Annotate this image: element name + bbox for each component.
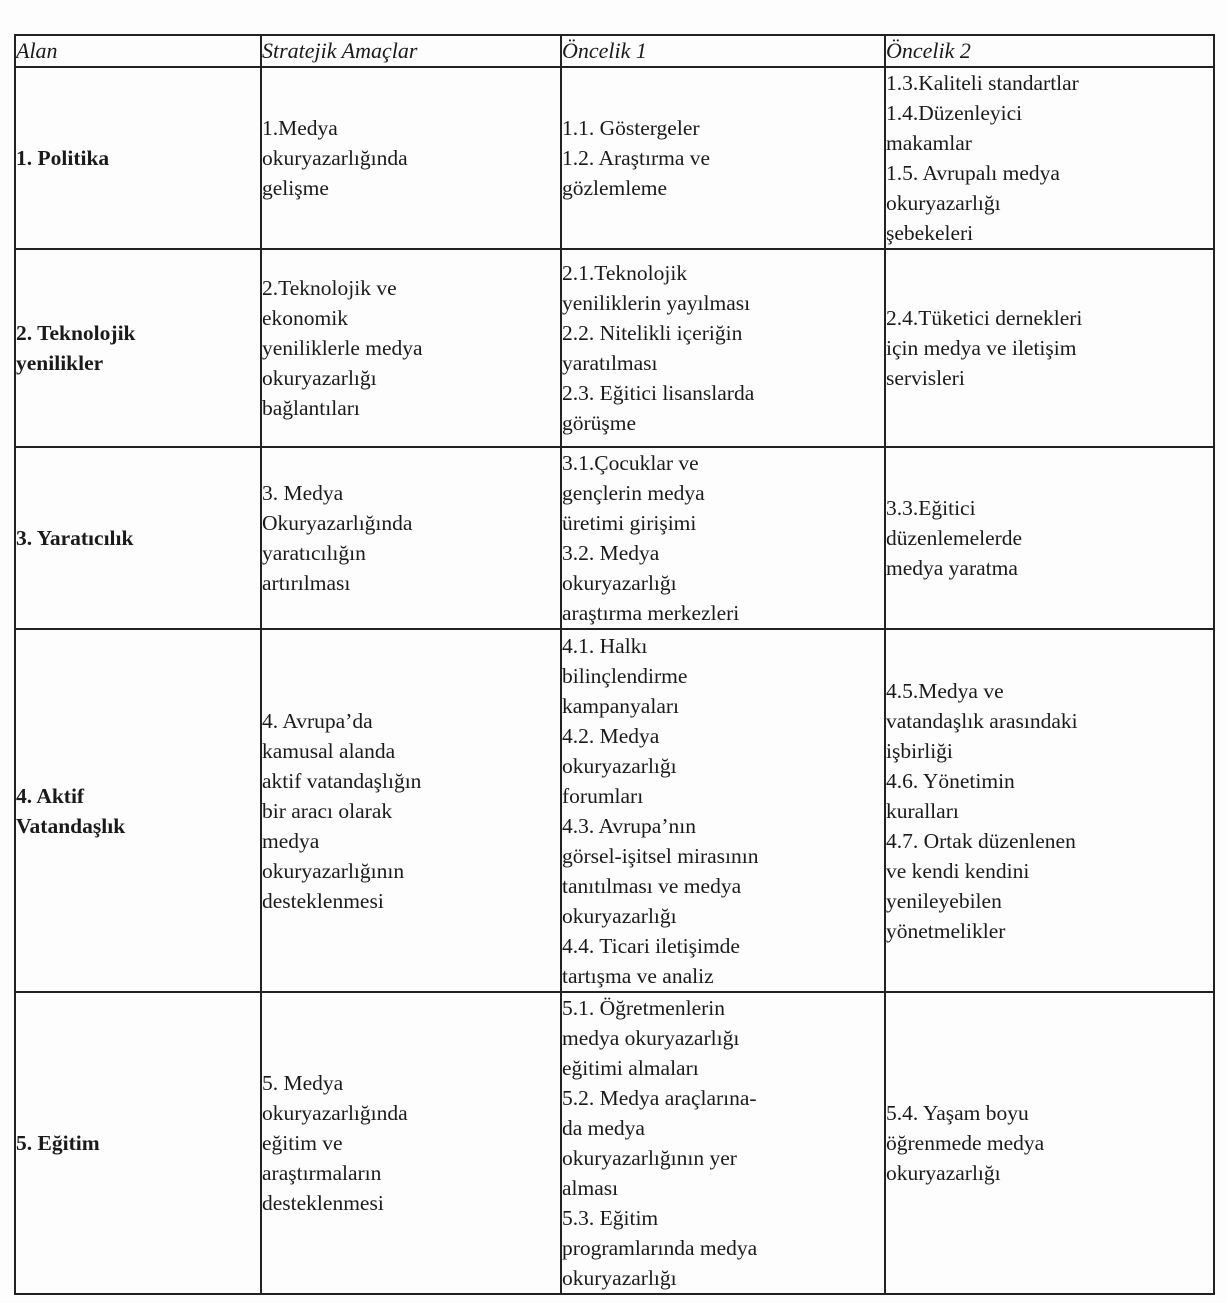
cell-text-line: 2.4.Tüketici dernekleri <box>886 306 1083 330</box>
cell-text-line: üretimi girişimi <box>562 511 697 535</box>
cell-text-line: araştırmaların <box>262 1161 382 1185</box>
cell-text-line: okuryazarlığı <box>886 1161 1001 1185</box>
cell-text-line: tartışma ve analiz <box>562 963 714 988</box>
priority-1-cell <box>561 67 885 249</box>
cell-text-line: 1.4.Düzenleyici <box>886 101 1023 125</box>
cell-text-line: tanıtılması ve medya <box>562 873 742 898</box>
cell-text-line: gözlemleme <box>562 176 668 200</box>
cell-text-line: 4.6. Yönetimin <box>886 768 1015 793</box>
cell-text-line: kampanyaları <box>562 693 680 718</box>
priority-2-cell <box>885 992 1214 1294</box>
cell-text-line: vatandaşlık arasındaki <box>886 708 1078 733</box>
cell-text-line: görsel-işitsel mirasının <box>562 843 759 868</box>
cell-text-line: alması <box>562 1176 619 1200</box>
header-label: Öncelik 1 <box>562 38 647 63</box>
cell-text-line: yeniliklerin yayılması <box>562 291 751 315</box>
cell-text-line: 4. Avrupa’da <box>262 708 373 733</box>
cell-text-line: bağlantıları <box>262 396 360 420</box>
cell-text-line: 3. Medya <box>262 481 344 505</box>
cell-text-line: 1.3.Kaliteli standartlar <box>886 71 1079 95</box>
cell-text-line: öğrenmede medya <box>886 1131 1045 1155</box>
cell-text-line: yaratıcılığın <box>262 541 366 565</box>
cell-text-line: 1.2. Araştırma ve <box>562 146 711 170</box>
cell-text-line: 1.5. Avrupalı medya <box>886 161 1060 185</box>
cell-text-line: okuryazarlığı <box>562 753 677 778</box>
cell-text-line: 2.Teknolojik ve <box>262 276 397 300</box>
cell-text-line: kamusal alanda <box>262 738 396 763</box>
area-cell <box>15 629 261 992</box>
table-row <box>15 249 1214 447</box>
cell-text-line: makamlar <box>886 131 972 155</box>
cell-text-line: 4.5.Medya ve <box>886 678 1004 703</box>
priority-1-cell <box>561 629 885 992</box>
cell-text-line: okuryazarlığında <box>262 146 408 170</box>
cell-text-line: 4.4. Ticari iletişimde <box>562 933 740 958</box>
cell-text-line: 5.1. Öğretmenlerin <box>562 996 725 1020</box>
cell-text-line: 2.3. Eğitici lisanslarda <box>562 381 755 405</box>
strategic-goal-cell <box>261 992 561 1294</box>
cell-text-line: 4. Aktif <box>16 783 85 808</box>
cell-text-line: 5.4. Yaşam boyu <box>886 1101 1029 1125</box>
cell-text-line: 2.1.Teknolojik <box>562 261 688 285</box>
cell-text-line: işbirliği <box>886 738 953 763</box>
cell-text-line: okuryazarlığı <box>562 903 677 928</box>
cell-text-line: okuryazarlığı <box>262 366 377 390</box>
cell-text-line: bilinçlendirme <box>562 663 688 688</box>
header-label: Alan <box>16 38 58 63</box>
cell-text-line: 1.1. Göstergeler <box>562 116 700 140</box>
area-cell <box>15 447 261 629</box>
header-oncelik-2 <box>885 35 1214 67</box>
area-cell <box>15 992 261 1294</box>
priority-2-cell <box>885 447 1214 629</box>
cell-text-line: için medya ve iletişim <box>886 336 1077 360</box>
cell-text-line: 4.1. Halkı <box>562 633 648 658</box>
strategic-goal-cell <box>261 249 561 447</box>
cell-text-line: 1. Politika <box>16 146 110 170</box>
cell-text-line: 5. Medya <box>262 1071 344 1095</box>
cell-text-line: medya yaratma <box>886 556 1018 580</box>
header-label: Öncelik 2 <box>886 38 971 63</box>
cell-text-line: 4.2. Medya <box>562 723 660 748</box>
cell-text-line: ekonomik <box>262 306 348 330</box>
area-cell <box>15 249 261 447</box>
cell-text-line: desteklenmesi <box>262 888 384 913</box>
cell-text-line: okuryazarlığının <box>262 858 405 883</box>
table-row <box>15 629 1214 992</box>
cell-text-line: 4.7. Ortak düzenlenen <box>886 828 1076 853</box>
cell-text-line: medya <box>262 828 320 853</box>
strategic-goal-cell <box>261 447 561 629</box>
cell-text-line: kuralları <box>886 798 959 823</box>
cell-text-line: eğitim ve <box>262 1131 343 1155</box>
cell-text-line: yaratılması <box>562 351 658 375</box>
cell-text-line: servisleri <box>886 366 965 390</box>
cell-text-line: yönetmelikler <box>886 918 1006 943</box>
table-row <box>15 67 1214 249</box>
cell-text-line: 5.3. Eğitim <box>562 1206 659 1230</box>
table-row <box>15 447 1214 629</box>
cell-text-line: okuryazarlığı <box>562 571 677 595</box>
priority-2-cell <box>885 249 1214 447</box>
priority-1-cell <box>561 447 885 629</box>
cell-text-line: 2. Teknolojik <box>16 321 136 345</box>
cell-text-line: bir aracı olarak <box>262 798 393 823</box>
cell-text-line: 2.2. Nitelikli içeriğin <box>562 321 743 345</box>
cell-text-line: forumları <box>562 783 644 808</box>
cell-text-line: yenileyebilen <box>886 888 1002 913</box>
header-stratejik-amaclar <box>261 35 561 67</box>
cell-text-line: okuryazarlığında <box>262 1101 408 1125</box>
strategic-goal-cell <box>261 67 561 249</box>
cell-text-line: gençlerin medya <box>562 481 705 505</box>
cell-text-line: medya okuryazarlığı <box>562 1026 740 1050</box>
cell-text-line: 1.Medya <box>262 116 338 140</box>
header-oncelik-1 <box>561 35 885 67</box>
cell-text-line: okuryazarlığının yer <box>562 1146 737 1170</box>
cell-text-line: 3.2. Medya <box>562 541 660 565</box>
header-alan <box>15 35 261 67</box>
cell-text-line: okuryazarlığı <box>562 1266 677 1290</box>
priority-2-cell <box>885 629 1214 992</box>
cell-text-line: yeniliklerle medya <box>262 336 423 360</box>
priority-2-cell <box>885 67 1214 249</box>
priority-1-cell <box>561 249 885 447</box>
cell-text-line: 3.3.Eğitici <box>886 496 976 520</box>
cell-text-line: eğitimi almaları <box>562 1056 699 1080</box>
cell-text-line: 3. Yaratıcılık <box>16 526 134 550</box>
cell-text-line: 5.2. Medya araçlarına- <box>562 1086 757 1110</box>
cell-text-line: yenilikler <box>16 351 104 375</box>
cell-text-line: Vatandaşlık <box>16 813 126 838</box>
area-cell <box>15 67 261 249</box>
priority-1-cell <box>561 992 885 1294</box>
cell-text-line: aktif vatandaşlığın <box>262 768 422 793</box>
strategy-table <box>14 34 1215 1295</box>
header-label: Stratejik Amaçlar <box>262 38 418 63</box>
cell-text-line: araştırma merkezleri <box>562 601 740 625</box>
cell-text-line: 4.3. Avrupa’nın <box>562 813 696 838</box>
cell-text-line: desteklenmesi <box>262 1191 384 1215</box>
table-header-row <box>15 35 1214 67</box>
cell-text-line: gelişme <box>262 176 329 200</box>
cell-text-line: artırılması <box>262 571 351 595</box>
cell-text-line: 3.1.Çocuklar ve <box>562 451 699 475</box>
cell-text-line: şebekeleri <box>886 221 974 245</box>
cell-text-line: programlarında medya <box>562 1236 758 1260</box>
strategic-goal-cell <box>261 629 561 992</box>
cell-text-line: ve kendi kendini <box>886 858 1030 883</box>
table-row <box>15 992 1214 1294</box>
cell-text-line: görüşme <box>562 411 637 435</box>
cell-text-line: 5. Eğitim <box>16 1131 100 1155</box>
cell-text-line: da medya <box>562 1116 645 1140</box>
cell-text-line: Okuryazarlığında <box>262 511 413 535</box>
cell-text-line: düzenlemelerde <box>886 526 1023 550</box>
cell-text-line: okuryazarlığı <box>886 191 1001 215</box>
